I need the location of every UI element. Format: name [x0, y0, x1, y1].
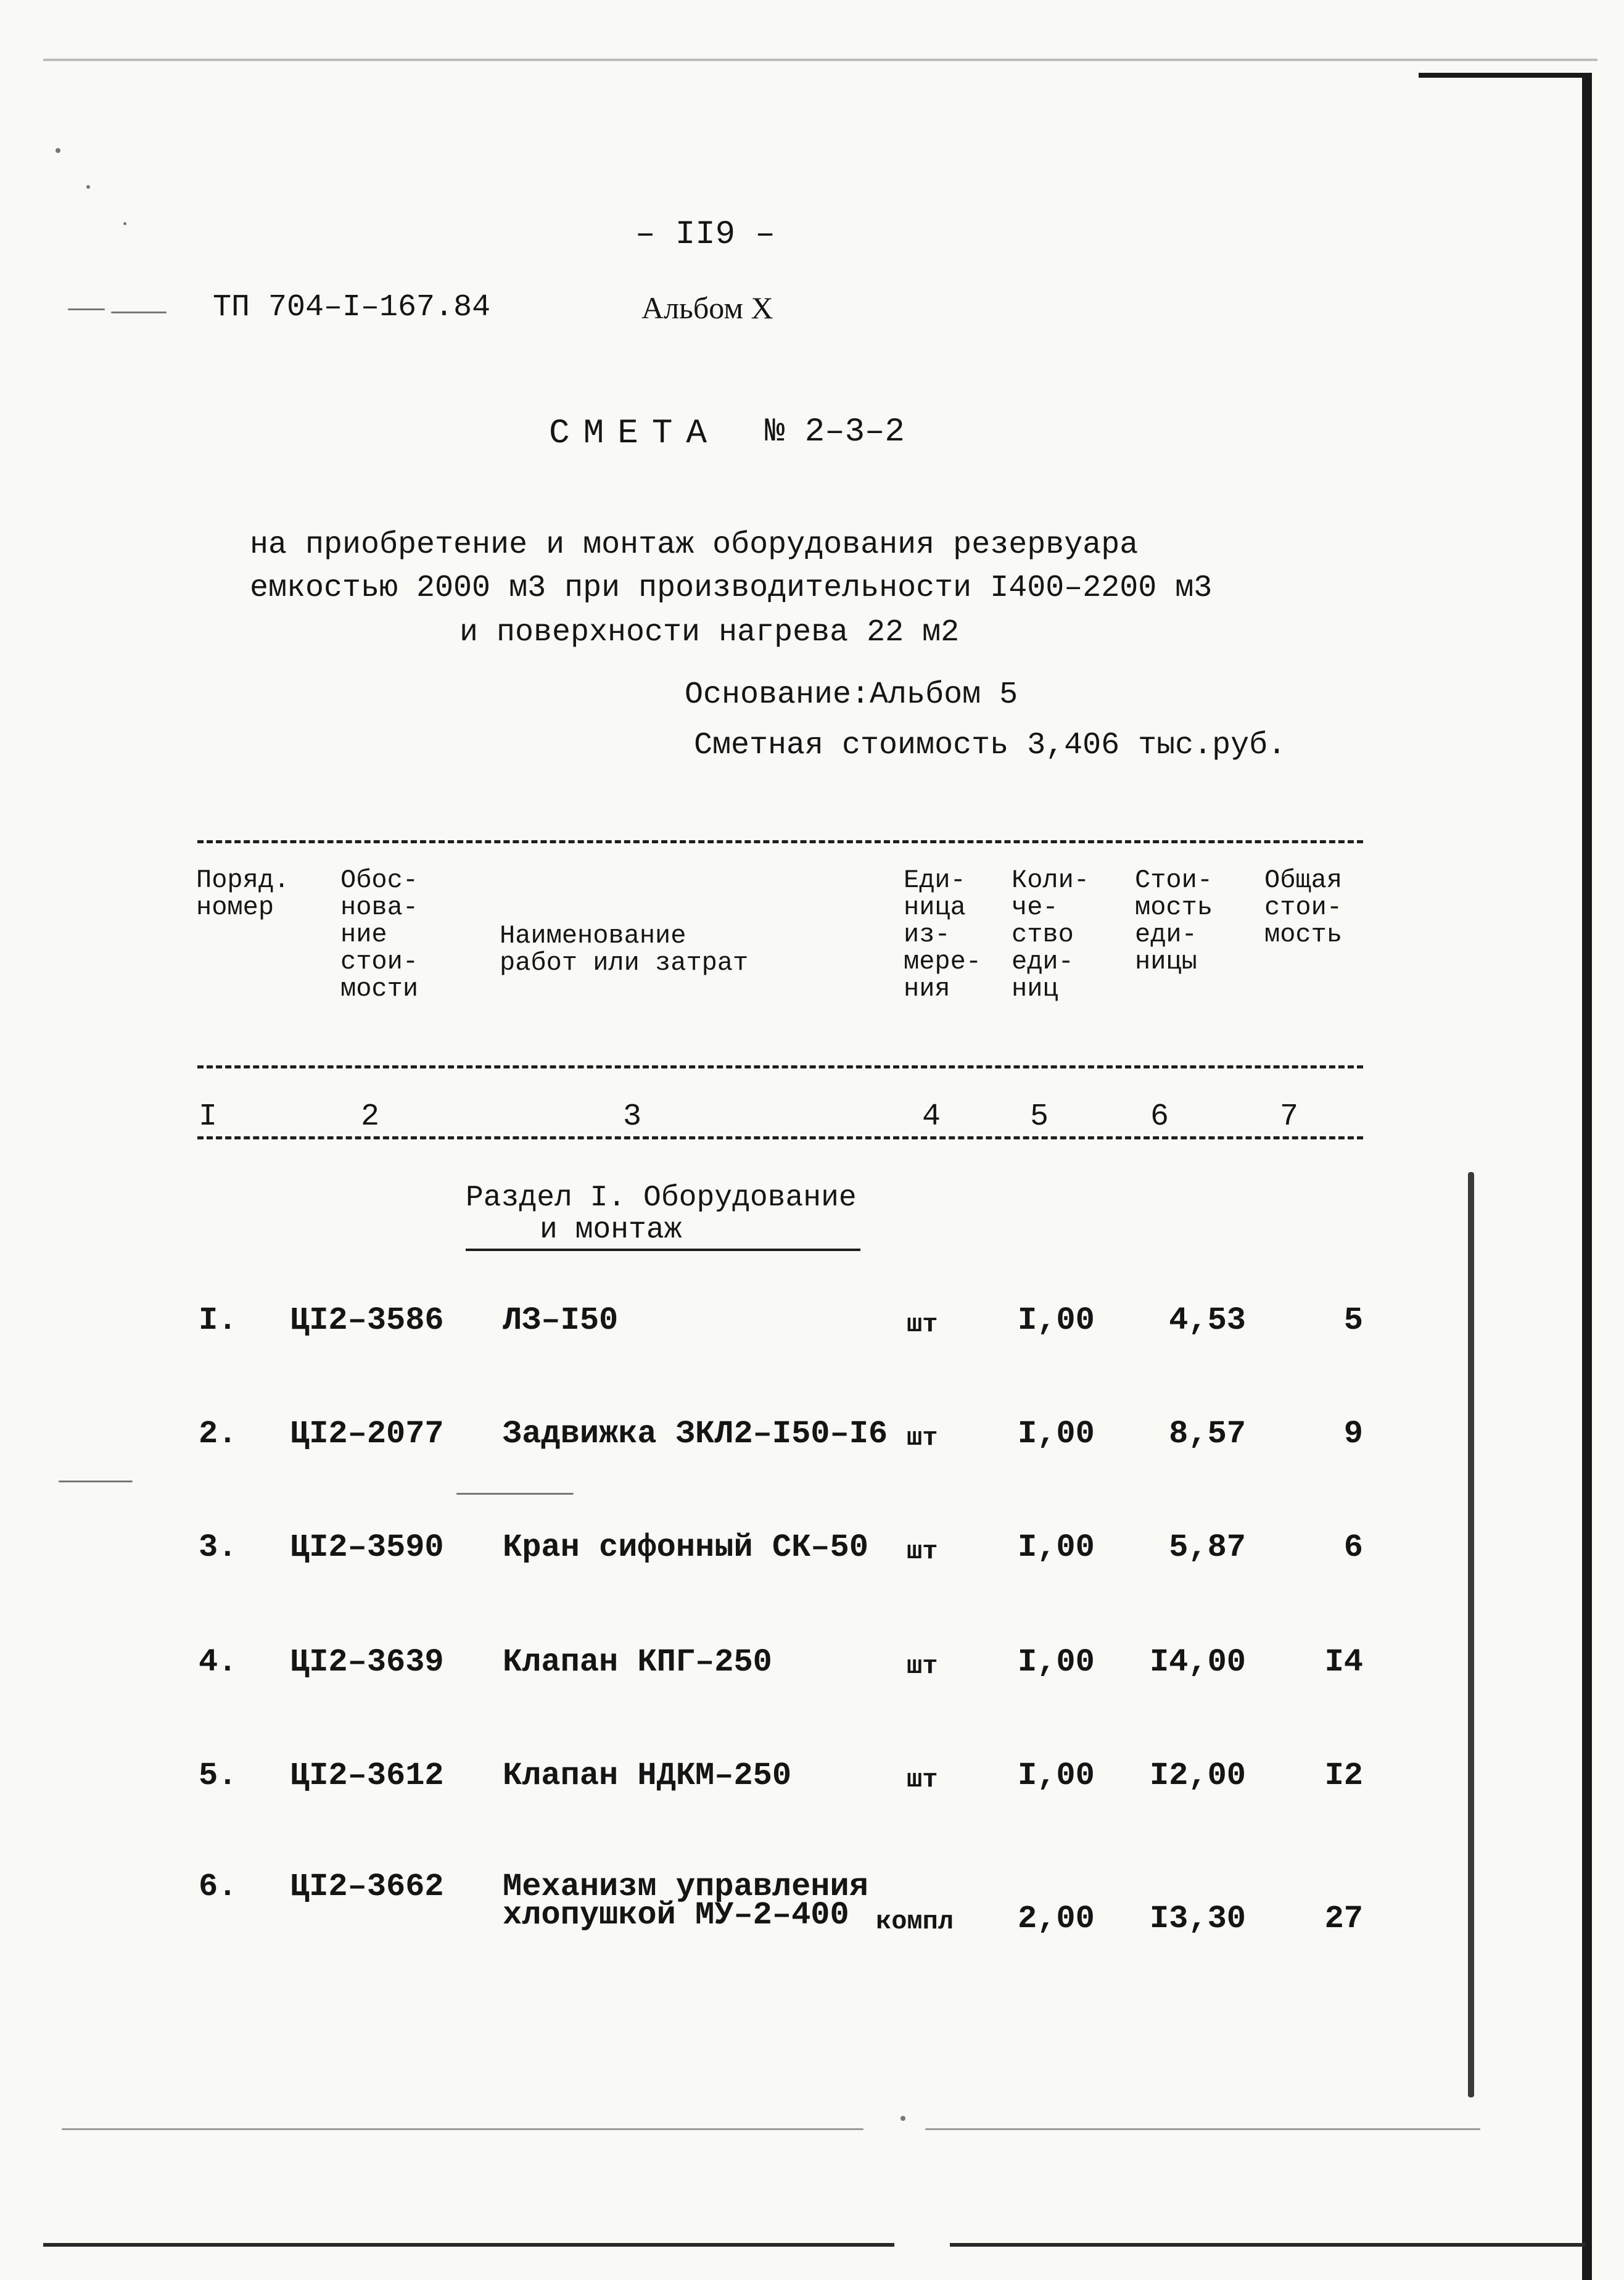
- row-quantity: 2,00: [1018, 1901, 1095, 1937]
- row-total-cost: 5: [1343, 1302, 1363, 1339]
- scan-speck: [925, 2128, 1480, 2130]
- row-unit-cost: 8,57: [1169, 1416, 1246, 1452]
- row-total-cost: 6: [1343, 1529, 1363, 1566]
- row-number: I.: [199, 1302, 237, 1339]
- row-quantity: I,00: [1018, 1529, 1095, 1566]
- row-number: 4.: [199, 1644, 237, 1680]
- row-unit: шт: [907, 1310, 938, 1339]
- column-header-name: Наименование работ или затрат: [500, 921, 749, 978]
- row-name: Механизм управления хлопушкой МУ–2–400: [503, 1869, 868, 1933]
- column-number-6: 6: [1150, 1099, 1169, 1134]
- row-code: ЦI2–3662: [290, 1869, 444, 1905]
- album-label: Альбом X: [641, 291, 773, 325]
- column-header-unit-cost: Стои- мость еди- ницы: [1135, 865, 1213, 977]
- table-header-rule: [197, 1065, 1363, 1068]
- column-number-4: 4: [922, 1099, 941, 1134]
- scan-speck: [456, 1493, 574, 1495]
- row-code: ЦI2–3612: [290, 1758, 444, 1794]
- column-number-2: 2: [361, 1099, 380, 1134]
- section-subtitle: и монтаж: [540, 1213, 682, 1247]
- row-name: Клапан НДКМ–250: [503, 1758, 792, 1794]
- column-number-3: 3: [623, 1099, 642, 1134]
- row-unit: шт: [907, 1423, 938, 1453]
- row-total-cost: I4: [1324, 1644, 1363, 1680]
- column-number-1: I: [199, 1099, 218, 1134]
- row-total-cost: I2: [1324, 1758, 1363, 1794]
- row-unit: шт: [907, 1651, 938, 1681]
- row-unit-cost: I4,00: [1149, 1644, 1246, 1680]
- row-number: 5.: [199, 1758, 237, 1794]
- row-code: ЦI2–3586: [290, 1302, 444, 1339]
- column-header-quantity: Коли- че- ство еди- ниц: [1012, 865, 1090, 1004]
- row-unit: шт: [907, 1537, 938, 1566]
- column-header-number: Поряд. номер: [196, 865, 290, 922]
- document-code: ТП 704–I–167.84: [213, 290, 491, 325]
- row-code: ЦI2–3590: [290, 1529, 444, 1566]
- row-quantity: I,00: [1018, 1416, 1095, 1452]
- description-line-1: на приобретение и монтаж оборудования резервуара: [250, 527, 1139, 563]
- row-name: Задвижка ЗКЛ2–I50–I6: [503, 1416, 888, 1452]
- estimated-cost-text: Сметная стоимость 3,406 тыс.руб.: [694, 728, 1287, 763]
- row-number: 2.: [199, 1416, 237, 1452]
- scan-speck: [62, 2128, 864, 2130]
- column-header-unit: Еди- ница из- мере- ния: [904, 865, 982, 1004]
- row-name: ЛЗ–I50: [503, 1302, 619, 1339]
- scan-speck: [901, 2116, 905, 2121]
- page-border-bottom-right: [950, 2243, 1585, 2247]
- estimate-number: № 2–3–2: [765, 413, 905, 451]
- row-unit-cost: 4,53: [1169, 1302, 1246, 1339]
- column-number-7: 7: [1280, 1099, 1299, 1134]
- column-number-5: 5: [1030, 1099, 1049, 1134]
- basis-text: Основание:Альбом 5: [685, 677, 1018, 712]
- row-number: 3.: [199, 1529, 237, 1566]
- row-unit: компл: [876, 1907, 954, 1936]
- row-total-cost: 27: [1324, 1901, 1363, 1937]
- page-border-bottom: [43, 2243, 894, 2247]
- column-header-total-cost: Общая стои- мость: [1264, 865, 1343, 949]
- row-unit: шт: [907, 1765, 938, 1795]
- scan-speck: [68, 308, 105, 310]
- scan-speck: [86, 185, 90, 189]
- row-quantity: I,00: [1018, 1758, 1095, 1794]
- page-border-top-right: [1419, 73, 1592, 78]
- table-numbers-rule: [197, 1136, 1363, 1139]
- row-total-cost: 9: [1343, 1416, 1363, 1452]
- row-quantity: I,00: [1018, 1644, 1095, 1680]
- scan-speck: [111, 312, 167, 313]
- scan-speck: [59, 1481, 133, 1482]
- scan-speck: [56, 148, 60, 153]
- page-border-top: [43, 59, 1597, 61]
- row-unit-cost: I2,00: [1149, 1758, 1246, 1794]
- row-name: Клапан КПГ–250: [503, 1644, 772, 1680]
- column-header-basis: Обос- нова- ние стои- мости: [340, 865, 419, 1004]
- row-number: 6.: [199, 1869, 237, 1905]
- table-top-rule: [197, 840, 1363, 843]
- section-title: Раздел I. Оборудование: [466, 1181, 857, 1215]
- page-number: – II9 –: [635, 216, 775, 254]
- document-title: СМЕТА: [549, 413, 721, 453]
- description-line-2: емкостью 2000 м3 при производительности I400–2200 м3: [250, 571, 1213, 606]
- scan-edge-shadow: [1468, 1172, 1474, 2097]
- row-name: Кран сифонный СК–50: [503, 1529, 868, 1566]
- row-quantity: I,00: [1018, 1302, 1095, 1339]
- row-unit-cost: 5,87: [1169, 1529, 1246, 1566]
- description-line-3: и поверхности нагрева 22 м2: [460, 615, 960, 650]
- section-underline: [466, 1249, 860, 1251]
- row-code: ЦI2–3639: [290, 1644, 444, 1680]
- page-border-right: [1582, 73, 1592, 2280]
- scan-speck: [123, 222, 126, 225]
- row-unit-cost: I3,30: [1149, 1901, 1246, 1937]
- row-code: ЦI2–2077: [290, 1416, 444, 1452]
